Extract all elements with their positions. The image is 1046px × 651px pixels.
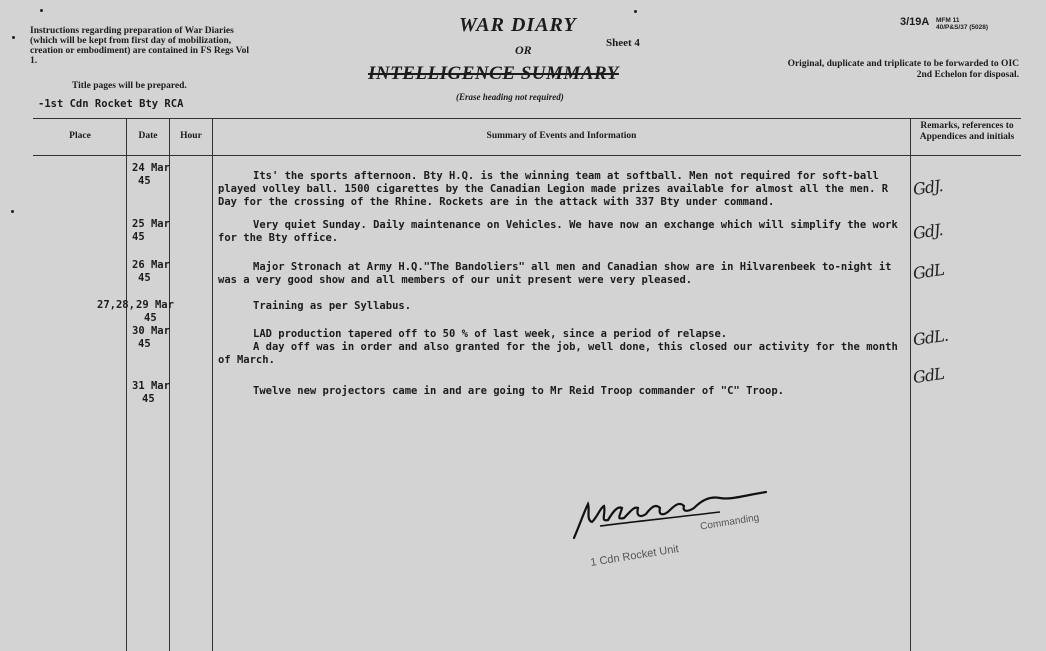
entry-place: 27,28, bbox=[97, 299, 135, 311]
form-number: 3/19A bbox=[900, 16, 930, 28]
entry-initials: GdL bbox=[911, 363, 945, 388]
column-header-hour: Hour bbox=[180, 131, 202, 141]
page-title: WAR DIARY bbox=[459, 14, 577, 36]
column-header-remarks: Remarks, references to Appendices and initials bbox=[919, 121, 1015, 142]
entry-summary: Training as per Syllabus. bbox=[253, 300, 412, 312]
entry-date: 31 Mar 45 bbox=[132, 380, 170, 405]
title-pages-note: Title pages will be prepared. bbox=[72, 81, 187, 91]
ink-speck bbox=[12, 36, 15, 39]
ink-speck bbox=[11, 210, 14, 213]
entry-date: 29 Mar 45 bbox=[136, 299, 174, 324]
header-bottom-rule bbox=[33, 155, 1021, 156]
form-code: MFM 11 40/P&S/37 (5028) bbox=[936, 17, 989, 31]
entry-summary: Its' the sports afternoon. Bty H.Q. is the winning team at softball. Men not required for soft-ball played volley ball. 1500 cigarettes by the Canadian Legion made prizes available for almost all the men. R Day for the crossing of the Rhine. Rockets are in the attack with 337 Bty under command. bbox=[218, 170, 889, 208]
unit-name: -1st Cdn Rocket Bty RCA bbox=[38, 98, 184, 110]
entry-initials: GdJ. bbox=[911, 220, 944, 243]
column-header-place: Place bbox=[69, 131, 91, 141]
table-top-rule bbox=[33, 118, 1021, 119]
entry-date: 25 Mar 45 bbox=[132, 218, 170, 243]
column-header-summary: Summary of Events and Information bbox=[486, 131, 637, 141]
distribution-note: Original, duplicate and triplicate to be forwarded to OIC 2nd Echelon for disposal. bbox=[787, 59, 1019, 80]
unit-stamp: 1 Cdn Rocket Unit bbox=[589, 543, 680, 569]
intelligence-summary-heading: INTELLIGENCE SUMMARY bbox=[368, 63, 619, 84]
entry-initials: GdJ. bbox=[911, 176, 944, 199]
erase-note: (Erase heading not required) bbox=[456, 92, 564, 102]
entry-summary: Major Stronach at Army H.Q."The Bandoliers" all men and Canadian show are in Hilvarenbeek to-night it was a very good show and all members of our unit present were very pleased. bbox=[218, 261, 892, 286]
ink-speck bbox=[40, 9, 43, 12]
entry-date: 26 Mar 45 bbox=[132, 259, 170, 284]
ink-speck bbox=[634, 10, 637, 13]
or-label: OR bbox=[515, 43, 532, 57]
commanding-stamp: Commanding bbox=[699, 512, 760, 533]
summary-column-divider bbox=[212, 118, 213, 651]
entry-date: 30 Mar 45 bbox=[132, 325, 170, 350]
remarks-column-divider bbox=[910, 118, 911, 651]
instructions-note: Instructions regarding preparation of War Diaries (which will be kept from first day of mobilization, creation or embodiment) are contained in FS Regs Vol 1. bbox=[30, 26, 250, 66]
entry-initials: GdL. bbox=[911, 325, 949, 350]
entry-date: 24 Mar 45 bbox=[132, 162, 170, 187]
entry-initials: GdL bbox=[911, 259, 945, 284]
date-column-divider bbox=[126, 118, 127, 651]
entry-summary: Twelve new projectors came in and are going to Mr Reid Troop commander of "C" Troop. bbox=[253, 385, 785, 397]
entry-summary: LAD production tapered off to 50 % of last week, since a period of relapse. A day off was in order and also granted for the job, well done, this closed our activity for the month of March. bbox=[218, 328, 898, 366]
sheet-number: Sheet 4 bbox=[606, 37, 640, 49]
entry-summary: Very quiet Sunday. Daily maintenance on Vehicles. We have now an exchange which will simplify the work for the Bty office. bbox=[218, 219, 898, 244]
column-header-date: Date bbox=[138, 131, 158, 141]
